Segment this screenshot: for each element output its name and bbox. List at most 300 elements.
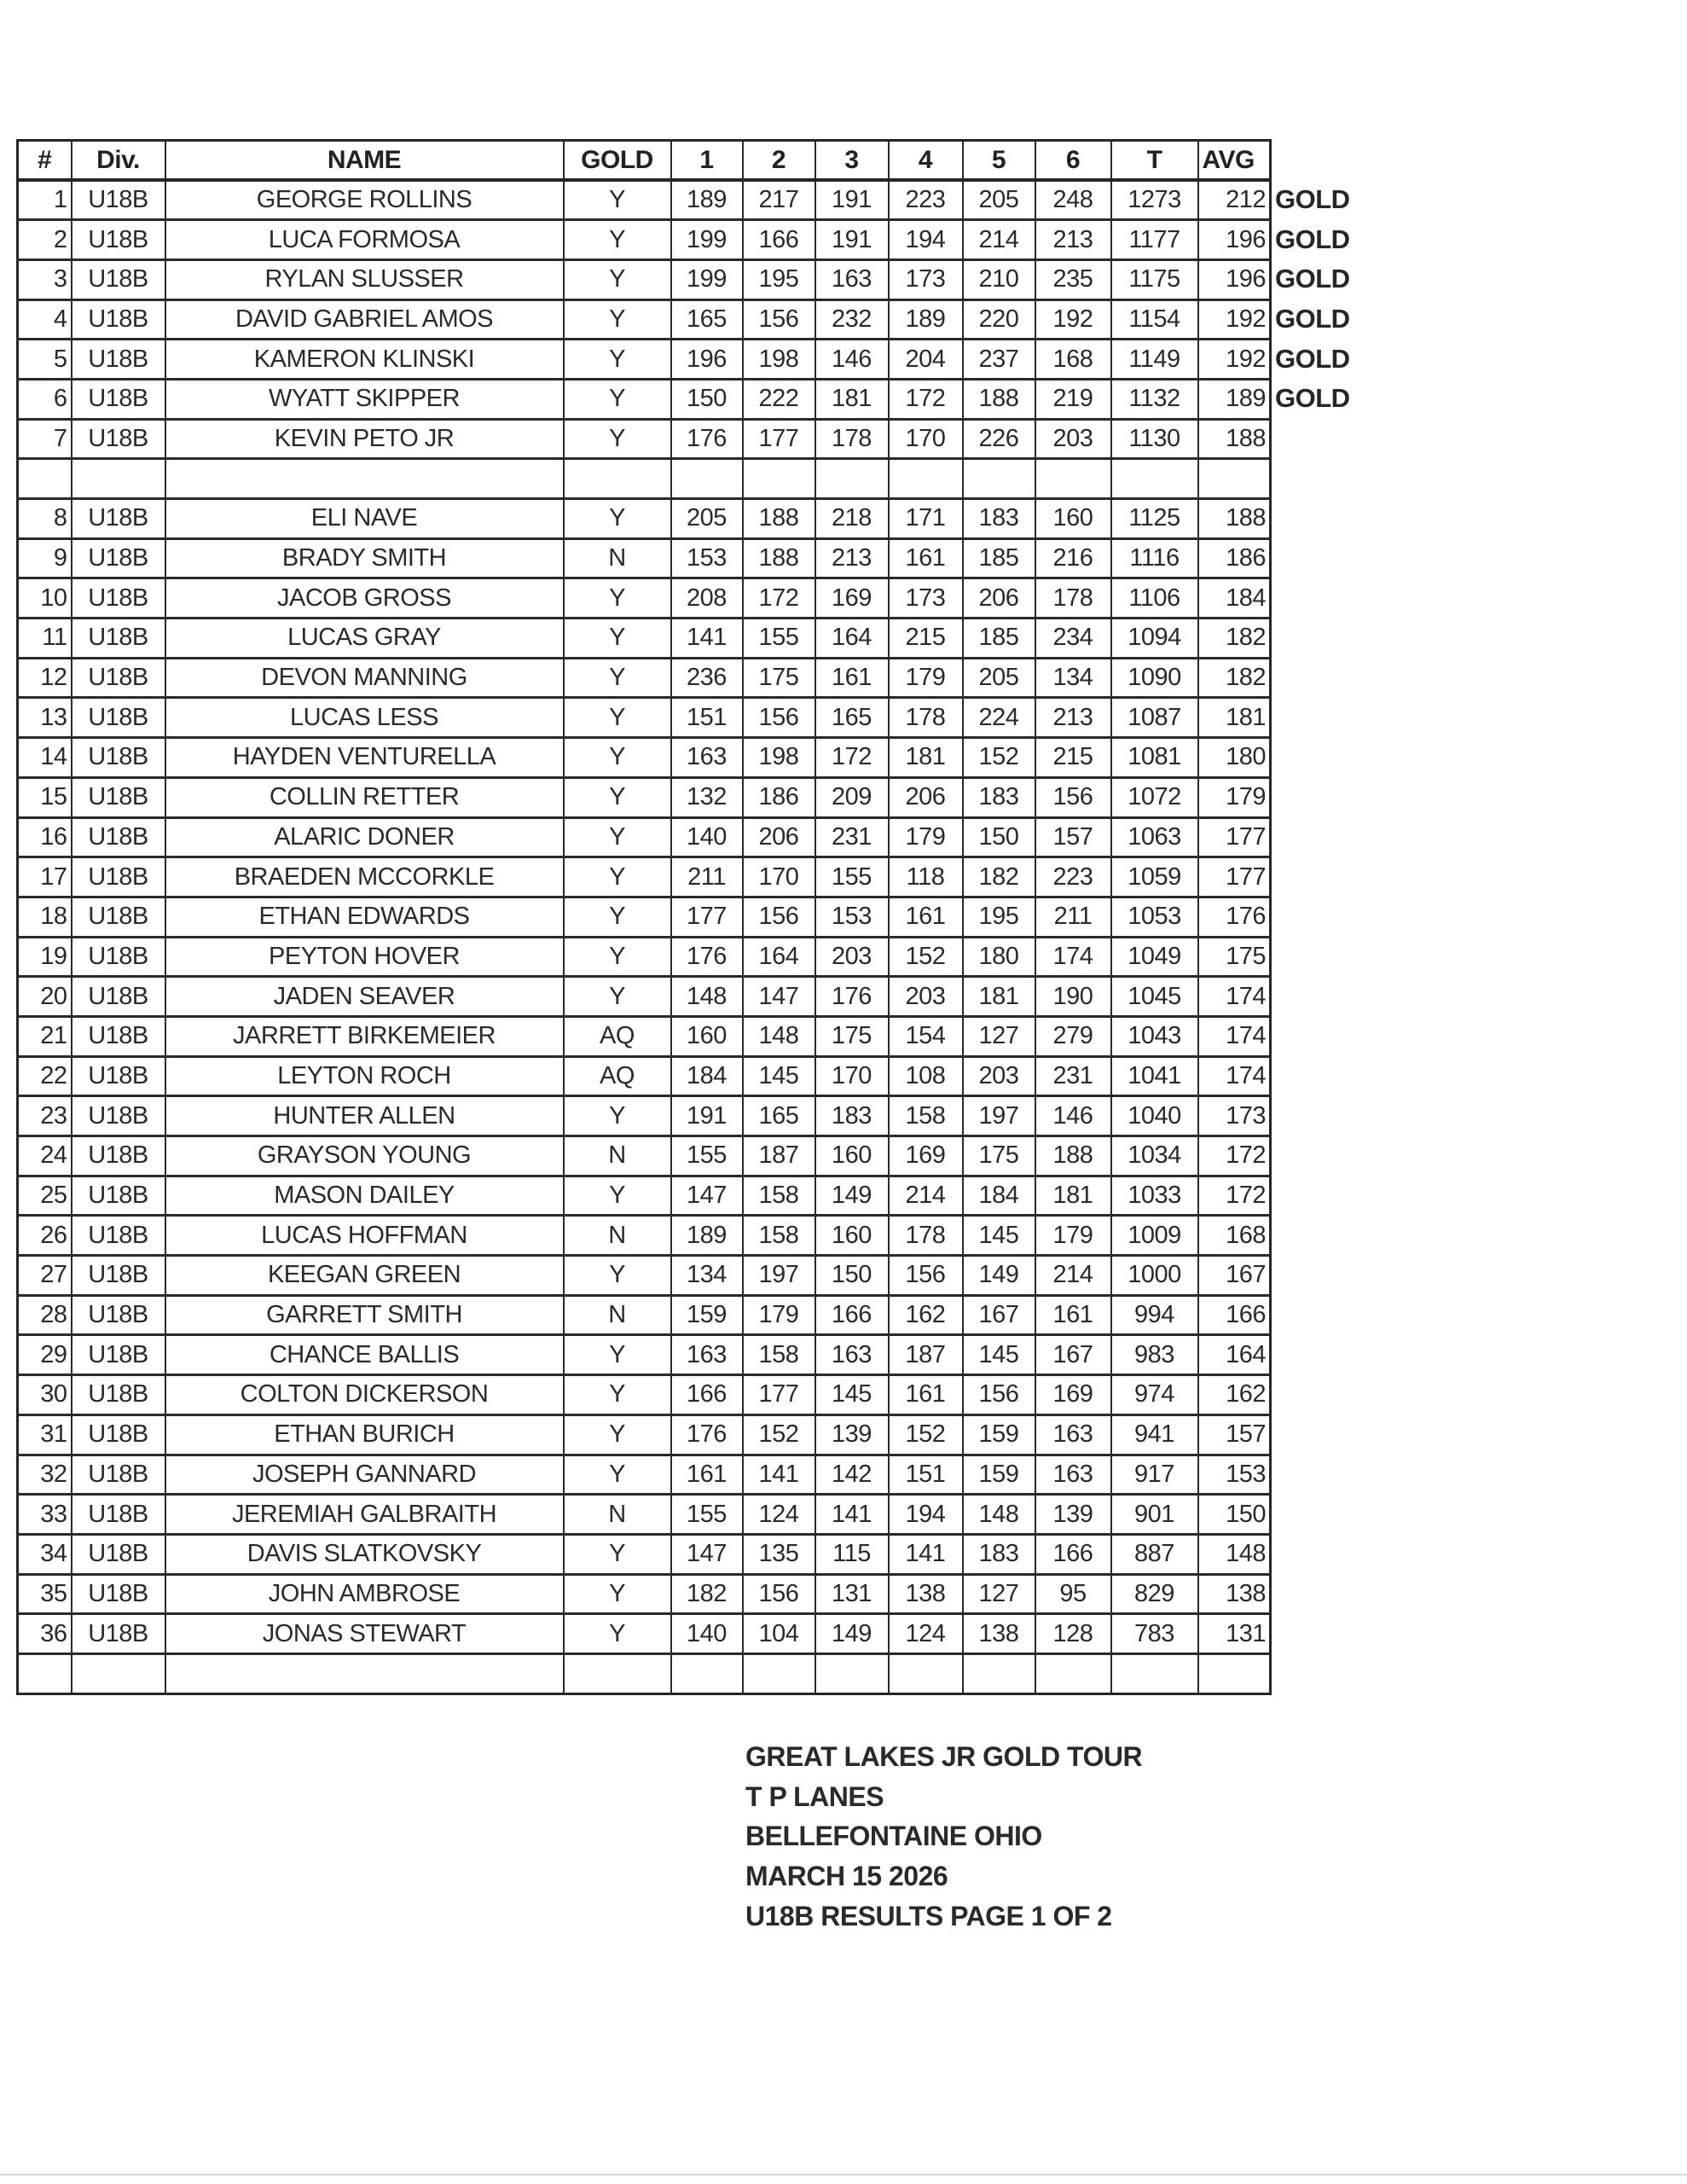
average-cell: 174 [1198, 1056, 1271, 1096]
game-4-score-cell: 161 [889, 538, 963, 578]
game-2-score-cell: 156 [743, 299, 815, 340]
game-4-score-cell: 223 [889, 180, 963, 220]
game-1-score-cell: 141 [671, 619, 743, 659]
game-5-score-cell: 205 [963, 180, 1035, 220]
gold-status-cell: Y [564, 698, 671, 738]
division-cell: U18B [72, 538, 165, 578]
game-4-score-cell: 171 [889, 499, 963, 539]
game-4-score-cell: 161 [889, 897, 963, 937]
game-3-score-cell [815, 459, 889, 499]
game-5-score-cell: 237 [963, 340, 1035, 380]
table-row [18, 1614, 1271, 1654]
game-1-score-cell: 147 [671, 1176, 743, 1216]
game-6-score-cell: 139 [1035, 1495, 1111, 1535]
game-5-score-cell: 224 [963, 698, 1035, 738]
game-2-score-cell: 158 [743, 1335, 815, 1375]
division-cell: U18B [72, 1614, 165, 1654]
game-5-score-cell: 183 [963, 1534, 1035, 1574]
game-6-score-cell: 211 [1035, 897, 1111, 937]
bowler-name-cell: BRADY SMITH [165, 538, 564, 578]
average-cell: 182 [1198, 658, 1271, 698]
game-3-score-cell: 131 [815, 1574, 889, 1614]
event-location: BELLEFONTAINE OHIO [745, 1821, 1042, 1852]
division-cell: U18B [72, 1375, 165, 1415]
game-3-score-cell: 161 [815, 658, 889, 698]
game-6-score-cell: 219 [1035, 379, 1111, 419]
event-venue: T P LANES [745, 1780, 884, 1812]
division-cell: U18B [72, 1414, 165, 1455]
average-cell: 174 [1198, 1016, 1271, 1056]
game-3-score-cell: 232 [815, 299, 889, 340]
bowler-name-cell: KEEGAN GREEN [165, 1256, 564, 1296]
average-cell: 172 [1198, 1176, 1271, 1216]
game-2-score-cell: 156 [743, 698, 815, 738]
game-5-score-cell: 185 [963, 619, 1035, 659]
gold-status-cell: Y [564, 1414, 671, 1455]
gold-status-cell: N [564, 1295, 671, 1335]
game-2-score-cell: 179 [743, 1295, 815, 1335]
game-3-score-cell: 209 [815, 777, 889, 817]
gold-status-cell: N [564, 1216, 671, 1256]
total-pins-cell: 1106 [1111, 578, 1198, 619]
game-4-score-cell: 189 [889, 299, 963, 340]
game-2-score-cell: 186 [743, 777, 815, 817]
bowler-name-cell: JARRETT BIRKEMEIER [165, 1016, 564, 1056]
game-5-score-cell: 138 [963, 1614, 1035, 1654]
table-row [18, 578, 1271, 619]
game-6-score-cell: 190 [1035, 977, 1111, 1017]
game-4-score-cell: 161 [889, 1375, 963, 1415]
rank-cell: 30 [18, 1375, 72, 1415]
game-3-score-cell: 164 [815, 619, 889, 659]
game-1-score-cell: 134 [671, 1256, 743, 1296]
game-1-score-cell: 182 [671, 1574, 743, 1614]
game-2-score-cell: 188 [743, 538, 815, 578]
game-5-score-cell: 152 [963, 738, 1035, 778]
game-1-score-cell: 236 [671, 658, 743, 698]
division-cell: U18B [72, 1455, 165, 1495]
game-4-score-cell: 152 [889, 937, 963, 977]
game-5-score-cell: 145 [963, 1335, 1035, 1375]
average-cell: 186 [1198, 538, 1271, 578]
average-cell: 179 [1198, 777, 1271, 817]
table-row [18, 658, 1271, 698]
rank-cell: 2 [18, 220, 72, 260]
division-cell: U18B [72, 1096, 165, 1136]
division-cell: U18B [72, 1574, 165, 1614]
table-row [18, 1335, 1271, 1375]
average-cell: 182 [1198, 619, 1271, 659]
average-cell: 131 [1198, 1614, 1271, 1654]
game-2-score-cell: 172 [743, 578, 815, 619]
total-pins-cell: 1154 [1111, 299, 1198, 340]
gold-status-cell: N [564, 1495, 671, 1535]
bowler-name-cell: JOSEPH GANNARD [165, 1455, 564, 1495]
game-3-score-cell: 191 [815, 220, 889, 260]
game-5-score-cell: 210 [963, 259, 1035, 299]
game-2-score-cell: 158 [743, 1216, 815, 1256]
average-cell: 188 [1198, 419, 1271, 459]
results-table [16, 139, 1272, 1695]
division-cell [72, 1653, 165, 1693]
bowler-name-cell: MASON DAILEY [165, 1176, 564, 1216]
game-4-score-cell: 215 [889, 619, 963, 659]
game-2-score-cell [743, 1653, 815, 1693]
game-2-score-cell: 145 [743, 1056, 815, 1096]
gold-status-cell: Y [564, 658, 671, 698]
game-1-score-cell: 163 [671, 1335, 743, 1375]
table-row [18, 499, 1271, 539]
header-game-1: 1 [671, 141, 743, 181]
rank-cell: 4 [18, 299, 72, 340]
game-6-score-cell: 216 [1035, 538, 1111, 578]
table-row [18, 1574, 1271, 1614]
rank-cell: 26 [18, 1216, 72, 1256]
gold-status-cell: Y [564, 897, 671, 937]
game-6-score-cell: 279 [1035, 1016, 1111, 1056]
game-2-score-cell: 217 [743, 180, 815, 220]
division-cell: U18B [72, 379, 165, 419]
game-5-score-cell: 188 [963, 379, 1035, 419]
bowler-name-cell: KAMERON KLINSKI [165, 340, 564, 380]
game-5-score-cell: 159 [963, 1414, 1035, 1455]
event-title: GREAT LAKES JR GOLD TOUR [745, 1741, 1143, 1772]
game-4-score-cell: 158 [889, 1096, 963, 1136]
total-pins-cell: 1034 [1111, 1136, 1198, 1176]
table-row [18, 1136, 1271, 1176]
average-cell: 181 [1198, 698, 1271, 738]
game-5-score-cell: 185 [963, 538, 1035, 578]
header-average: AVG [1198, 141, 1271, 181]
game-6-score-cell: 163 [1035, 1414, 1111, 1455]
scan-edge-divider [0, 2174, 1687, 2175]
game-1-score-cell: 211 [671, 857, 743, 897]
game-1-score-cell [671, 1653, 743, 1693]
average-cell: 167 [1198, 1256, 1271, 1296]
gold-status-cell: Y [564, 777, 671, 817]
average-cell: 177 [1198, 857, 1271, 897]
game-1-score-cell: 150 [671, 379, 743, 419]
rank-cell: 9 [18, 538, 72, 578]
table-row [18, 1495, 1271, 1535]
average-cell [1198, 1653, 1271, 1693]
game-1-score-cell: 155 [671, 1495, 743, 1535]
blank-separator-row [18, 1653, 1271, 1693]
game-1-score-cell: 151 [671, 698, 743, 738]
header-number: # [18, 141, 72, 181]
header-division: Div. [72, 141, 165, 181]
gold-status-cell: Y [564, 220, 671, 260]
game-2-score-cell: 195 [743, 259, 815, 299]
game-3-score-cell: 191 [815, 180, 889, 220]
table-row [18, 1176, 1271, 1216]
gold-status-cell [564, 1653, 671, 1693]
game-3-score-cell: 142 [815, 1455, 889, 1495]
game-2-score-cell: 177 [743, 1375, 815, 1415]
game-5-score-cell: 183 [963, 499, 1035, 539]
header-game-6: 6 [1035, 141, 1111, 181]
game-1-score-cell: 177 [671, 897, 743, 937]
average-cell: 192 [1198, 299, 1271, 340]
game-3-score-cell: 115 [815, 1534, 889, 1574]
bowler-name-cell: JACOB GROSS [165, 578, 564, 619]
header-game-2: 2 [743, 141, 815, 181]
table-row [18, 777, 1271, 817]
bowler-name-cell: COLLIN RETTER [165, 777, 564, 817]
average-cell: 138 [1198, 1574, 1271, 1614]
gold-qualifier-label: GOLD [1275, 304, 1350, 334]
game-3-score-cell: 141 [815, 1495, 889, 1535]
bowler-name-cell: DEVON MANNING [165, 658, 564, 698]
rank-cell: 3 [18, 259, 72, 299]
game-5-score-cell: 197 [963, 1096, 1035, 1136]
bowler-name-cell: LUCAS LESS [165, 698, 564, 738]
game-5-score-cell: 195 [963, 897, 1035, 937]
gold-status-cell: Y [564, 1534, 671, 1574]
game-1-score-cell: 176 [671, 419, 743, 459]
rank-cell: 22 [18, 1056, 72, 1096]
game-6-score-cell: 128 [1035, 1614, 1111, 1654]
gold-status-cell: Y [564, 1335, 671, 1375]
game-4-score-cell: 178 [889, 1216, 963, 1256]
division-cell: U18B [72, 1495, 165, 1535]
division-cell: U18B [72, 180, 165, 220]
rank-cell: 11 [18, 619, 72, 659]
game-5-score-cell: 150 [963, 817, 1035, 857]
game-2-score-cell: 206 [743, 817, 815, 857]
average-cell: 166 [1198, 1295, 1271, 1335]
table-row [18, 1216, 1271, 1256]
game-6-score-cell: 174 [1035, 937, 1111, 977]
game-5-score-cell: 167 [963, 1295, 1035, 1335]
game-2-score-cell: 198 [743, 738, 815, 778]
bowler-name-cell: GRAYSON YOUNG [165, 1136, 564, 1176]
game-2-score-cell: 175 [743, 658, 815, 698]
header-game-3: 3 [815, 141, 889, 181]
game-3-score-cell: 149 [815, 1176, 889, 1216]
game-1-score-cell: 148 [671, 977, 743, 1017]
division-cell: U18B [72, 619, 165, 659]
average-cell: 177 [1198, 817, 1271, 857]
total-pins-cell: 1009 [1111, 1216, 1198, 1256]
game-2-score-cell: 164 [743, 937, 815, 977]
game-5-score-cell: 183 [963, 777, 1035, 817]
gold-status-cell: N [564, 1136, 671, 1176]
game-3-score-cell: 203 [815, 937, 889, 977]
game-1-score-cell [671, 459, 743, 499]
game-2-score-cell: 152 [743, 1414, 815, 1455]
average-cell: 176 [1198, 897, 1271, 937]
gold-status-cell: AQ [564, 1016, 671, 1056]
total-pins-cell: 1000 [1111, 1256, 1198, 1296]
rank-cell: 14 [18, 738, 72, 778]
header-name: NAME [165, 141, 564, 181]
bowler-name-cell: DAVIS SLATKOVSKY [165, 1534, 564, 1574]
rank-cell: 35 [18, 1574, 72, 1614]
table-row [18, 1096, 1271, 1136]
bowler-name-cell: GEORGE ROLLINS [165, 180, 564, 220]
division-cell: U18B [72, 1016, 165, 1056]
game-1-score-cell: 153 [671, 538, 743, 578]
average-cell: 188 [1198, 499, 1271, 539]
table-row [18, 220, 1271, 260]
game-5-score-cell: 205 [963, 658, 1035, 698]
gold-status-cell: Y [564, 1455, 671, 1495]
game-5-score-cell: 149 [963, 1256, 1035, 1296]
rank-cell: 6 [18, 379, 72, 419]
bowler-name-cell: ETHAN BURICH [165, 1414, 564, 1455]
division-cell: U18B [72, 1335, 165, 1375]
total-pins-cell: 917 [1111, 1455, 1198, 1495]
game-6-score-cell: 161 [1035, 1295, 1111, 1335]
header-game-4: 4 [889, 141, 963, 181]
game-4-score-cell: 178 [889, 698, 963, 738]
total-pins-cell: 1149 [1111, 340, 1198, 380]
game-3-score-cell: 176 [815, 977, 889, 1017]
rank-cell: 13 [18, 698, 72, 738]
division-cell: U18B [72, 1136, 165, 1176]
rank-cell: 23 [18, 1096, 72, 1136]
total-pins-cell: 887 [1111, 1534, 1198, 1574]
rank-cell: 27 [18, 1256, 72, 1296]
game-5-score-cell: 156 [963, 1375, 1035, 1415]
game-3-score-cell: 166 [815, 1295, 889, 1335]
table-row [18, 619, 1271, 659]
total-pins-cell [1111, 459, 1198, 499]
game-2-score-cell: 158 [743, 1176, 815, 1216]
game-1-score-cell: 208 [671, 578, 743, 619]
game-5-score-cell [963, 459, 1035, 499]
game-4-score-cell: 152 [889, 1414, 963, 1455]
game-5-score-cell: 181 [963, 977, 1035, 1017]
game-1-score-cell: 196 [671, 340, 743, 380]
game-4-score-cell: 173 [889, 578, 963, 619]
gold-status-cell: Y [564, 857, 671, 897]
game-1-score-cell: 189 [671, 180, 743, 220]
bowler-name-cell: ALARIC DONER [165, 817, 564, 857]
table-row [18, 1295, 1271, 1335]
average-cell: 164 [1198, 1335, 1271, 1375]
rank-cell: 29 [18, 1335, 72, 1375]
gold-status-cell: Y [564, 619, 671, 659]
division-cell: U18B [72, 1176, 165, 1216]
game-1-score-cell: 140 [671, 817, 743, 857]
game-5-score-cell: 206 [963, 578, 1035, 619]
game-4-score-cell: 194 [889, 220, 963, 260]
gold-status-cell: Y [564, 1574, 671, 1614]
gold-status-cell: Y [564, 977, 671, 1017]
average-cell: 173 [1198, 1096, 1271, 1136]
game-1-score-cell: 176 [671, 1414, 743, 1455]
table-row [18, 937, 1271, 977]
rank-cell: 17 [18, 857, 72, 897]
header-game-5: 5 [963, 141, 1035, 181]
game-1-score-cell: 191 [671, 1096, 743, 1136]
average-cell: 153 [1198, 1455, 1271, 1495]
division-cell: U18B [72, 658, 165, 698]
total-pins-cell: 1125 [1111, 499, 1198, 539]
table-row [18, 1256, 1271, 1296]
game-4-score-cell: 206 [889, 777, 963, 817]
game-1-score-cell: 165 [671, 299, 743, 340]
division-cell: U18B [72, 419, 165, 459]
table-row [18, 698, 1271, 738]
game-6-score-cell: 231 [1035, 1056, 1111, 1096]
rank-cell: 28 [18, 1295, 72, 1335]
rank-cell: 5 [18, 340, 72, 380]
gold-status-cell: Y [564, 379, 671, 419]
game-6-score-cell: 248 [1035, 180, 1111, 220]
division-cell: U18B [72, 977, 165, 1017]
average-cell: 192 [1198, 340, 1271, 380]
game-6-score-cell: 146 [1035, 1096, 1111, 1136]
table-row [18, 817, 1271, 857]
gold-status-cell: Y [564, 1614, 671, 1654]
game-4-score-cell: 151 [889, 1455, 963, 1495]
bowler-name-cell [165, 459, 564, 499]
average-cell: 196 [1198, 259, 1271, 299]
bowler-name-cell: COLTON DICKERSON [165, 1375, 564, 1415]
game-1-score-cell: 166 [671, 1375, 743, 1415]
game-4-score-cell: 204 [889, 340, 963, 380]
game-5-score-cell: 127 [963, 1574, 1035, 1614]
division-cell: U18B [72, 578, 165, 619]
game-2-score-cell: 135 [743, 1534, 815, 1574]
table-row [18, 299, 1271, 340]
division-cell: U18B [72, 299, 165, 340]
game-5-score-cell: 175 [963, 1136, 1035, 1176]
game-3-score-cell: 163 [815, 259, 889, 299]
average-cell: 162 [1198, 1375, 1271, 1415]
average-cell: 175 [1198, 937, 1271, 977]
total-pins-cell: 1130 [1111, 419, 1198, 459]
bowler-name-cell: HAYDEN VENTURELLA [165, 738, 564, 778]
total-pins-cell: 1081 [1111, 738, 1198, 778]
division-cell [72, 459, 165, 499]
game-1-score-cell: 161 [671, 1455, 743, 1495]
rank-cell: 10 [18, 578, 72, 619]
game-6-score-cell: 188 [1035, 1136, 1111, 1176]
bowler-name-cell: LUCAS GRAY [165, 619, 564, 659]
game-3-score-cell: 155 [815, 857, 889, 897]
game-2-score-cell: 165 [743, 1096, 815, 1136]
average-cell: 157 [1198, 1414, 1271, 1455]
game-1-score-cell: 199 [671, 220, 743, 260]
game-4-score-cell [889, 1653, 963, 1693]
game-5-score-cell: 214 [963, 220, 1035, 260]
rank-cell: 24 [18, 1136, 72, 1176]
rank-cell: 1 [18, 180, 72, 220]
game-2-score-cell: 187 [743, 1136, 815, 1176]
game-3-score-cell: 213 [815, 538, 889, 578]
bowler-name-cell [165, 1653, 564, 1693]
gold-status-cell: Y [564, 1256, 671, 1296]
average-cell: 148 [1198, 1534, 1271, 1574]
rank-cell: 12 [18, 658, 72, 698]
game-1-score-cell: 199 [671, 259, 743, 299]
table-row [18, 538, 1271, 578]
game-3-score-cell: 172 [815, 738, 889, 778]
total-pins-cell: 1116 [1111, 538, 1198, 578]
game-2-score-cell: 141 [743, 1455, 815, 1495]
table-row [18, 1375, 1271, 1415]
game-4-score-cell: 141 [889, 1534, 963, 1574]
bowler-name-cell: CHANCE BALLIS [165, 1335, 564, 1375]
bowler-name-cell: JONAS STEWART [165, 1614, 564, 1654]
gold-status-cell: Y [564, 340, 671, 380]
game-6-score-cell: 156 [1035, 777, 1111, 817]
gold-qualifier-label: GOLD [1275, 224, 1350, 254]
